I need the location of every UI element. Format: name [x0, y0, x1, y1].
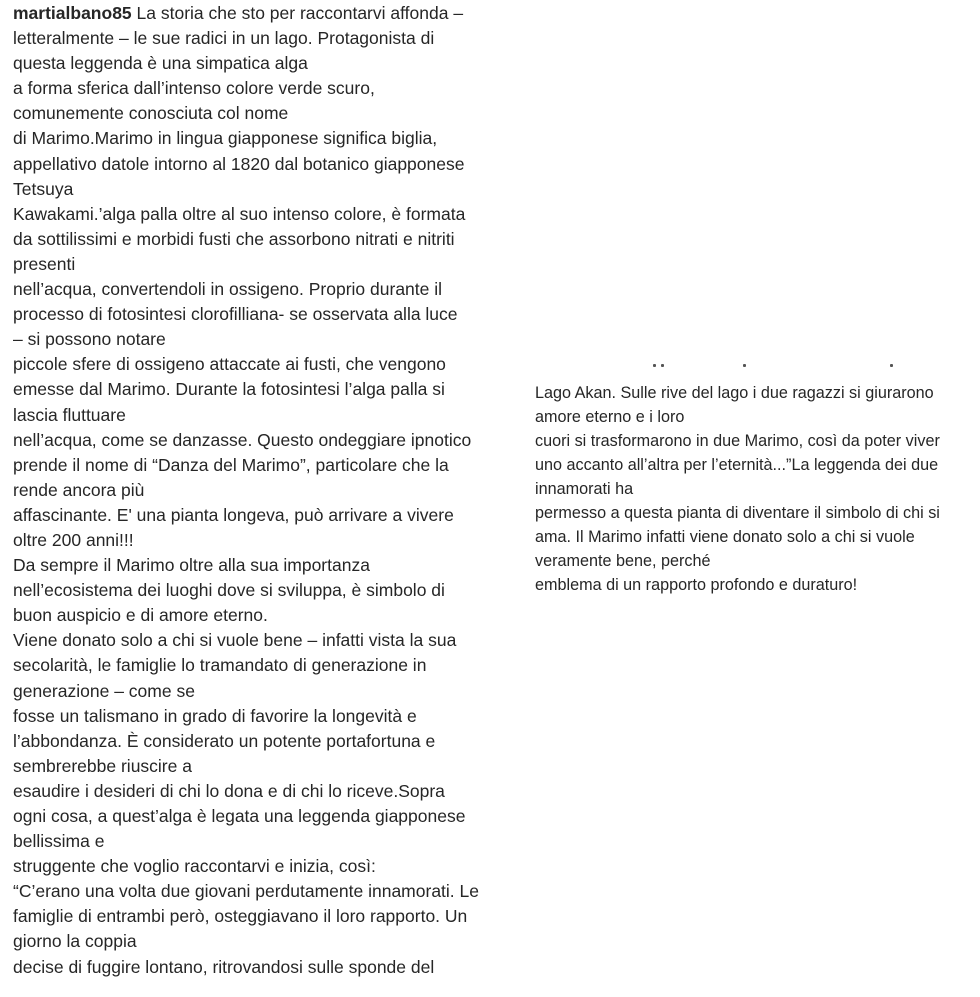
caption-line: buon auspicio e di amore eterno. [13, 605, 268, 626]
caption-line: sembrerebbe riuscire a [13, 755, 192, 776]
caption-line: secolarità, le famiglie lo tramandato di generazione in [13, 655, 427, 676]
glyph-fragment [890, 364, 893, 367]
caption-line: innamorati ha [535, 480, 634, 498]
caption-line: rende ancora più [13, 479, 145, 500]
caption-line: decise di fuggire lontano, ritrovandosi sulle sponde del [13, 956, 435, 977]
caption-line: nell’acqua, come se danzasse. Questo ondeggiare ipnotico [13, 429, 472, 450]
caption-line: nell’acqua, convertendoli in ossigeno. Proprio durante il [13, 279, 443, 300]
caption-line: fosse un talismano in grado di favorire la longevità e [13, 705, 417, 726]
caption-line: veramente bene, perché [535, 552, 711, 570]
caption-line: a forma sferica dall’intenso colore verde scuro, [13, 78, 375, 99]
caption-line: comunemente conosciuta col nome [13, 103, 289, 124]
caption-line: “C’erano una volta due giovani perdutamente innamorati. Le [13, 881, 479, 902]
username-link[interactable]: martialbano85 [13, 3, 132, 23]
caption-line-0 [13, 1, 513, 26]
caption-line: affascinante. E' una pianta longeva, può arrivare a vivere [13, 504, 454, 525]
caption-line: ogni cosa, a quest’alga è legata una leggenda giapponese [13, 806, 466, 826]
caption-line: Tetsuya [13, 178, 74, 199]
caption-line: appellativo datole intorno al 1820 dal botanico giapponese [13, 153, 465, 174]
caption-line: processo di fotosintesi clorofilliana- se osservata alla luce [13, 304, 458, 325]
caption-line: Da sempre il Marimo oltre alla sua importanza [13, 555, 370, 576]
caption-line: letteralmente – le sue radici in un lago. Protagonista di [13, 28, 435, 49]
glyph-fragment [653, 364, 656, 367]
caption-line: da sottilissimi e morbidi fusti che assorbono nitrati e nitriti [13, 228, 455, 249]
caption-line: struggente che voglio raccontarvi e inizia, così: [13, 856, 376, 877]
caption-line: di Marimo.Marimo in lingua giapponese significa biglia, [13, 128, 438, 149]
caption-line: famiglie di entrambi però, osteggiavano il loro rapporto. Un [13, 906, 468, 927]
caption-line: Kawakami.’alga palla oltre al suo intenso colore, è formata [13, 203, 466, 224]
glyph-fragment [661, 364, 664, 367]
caption-line: uno accanto all’altra per l’eternità...”La leggenda dei due [535, 456, 939, 474]
caption-line: presenti [13, 253, 76, 274]
glyph-fragment [743, 364, 746, 367]
caption-left-column [13, 1, 513, 980]
caption-line: emesse dal Marimo. Durante la fotosintesi l’alga palla si [13, 379, 445, 400]
caption-text: La storia che sto per raccontarvi affonda – [131, 3, 464, 23]
caption-line: amore eterno e i loro [535, 408, 685, 426]
caption-line: l’abbondanza. È considerato un potente portafortuna e [13, 730, 436, 751]
caption-line: bellissima e [13, 831, 105, 852]
caption-line: piccole sfere di ossigeno attaccate ai fusti, che vengono [13, 354, 446, 375]
caption-line: prende il nome di “Danza del Marimo”, particolare che la [13, 454, 449, 475]
caption-line: oltre 200 anni!!! [13, 529, 134, 550]
caption-line: cuori si trasformarono in due Marimo, così da poter viver [535, 432, 940, 450]
caption-line: giorno la coppia [13, 931, 137, 952]
caption-line: questa leggenda è una simpatica alga [13, 53, 308, 74]
caption-line: Lago Akan. Sulle rive del lago i due ragazzi si giurarono [535, 384, 934, 402]
caption-line: generazione – come se [13, 680, 195, 701]
cropped-text-remnant [535, 364, 965, 370]
caption-line: nell’ecosistema dei luoghi dove si sviluppa, è simbolo di [13, 580, 445, 601]
caption-line: permesso a questa pianta di diventare il simbolo di chi si [535, 504, 940, 522]
caption-line: esaudire i desideri di chi lo dona e di chi lo riceve.Sopra [13, 780, 445, 801]
caption-line: ama. Il Marimo infatti viene donato solo a chi si vuole [535, 528, 915, 546]
caption-line: – si possono notare [13, 329, 166, 350]
caption-line: lascia fluttuare [13, 404, 126, 425]
caption-line: Viene donato solo a chi si vuole bene – infatti vista la sua [13, 630, 457, 651]
caption-right-column [535, 381, 980, 597]
caption-line: emblema di un rapporto profondo e duraturo! [535, 576, 858, 594]
